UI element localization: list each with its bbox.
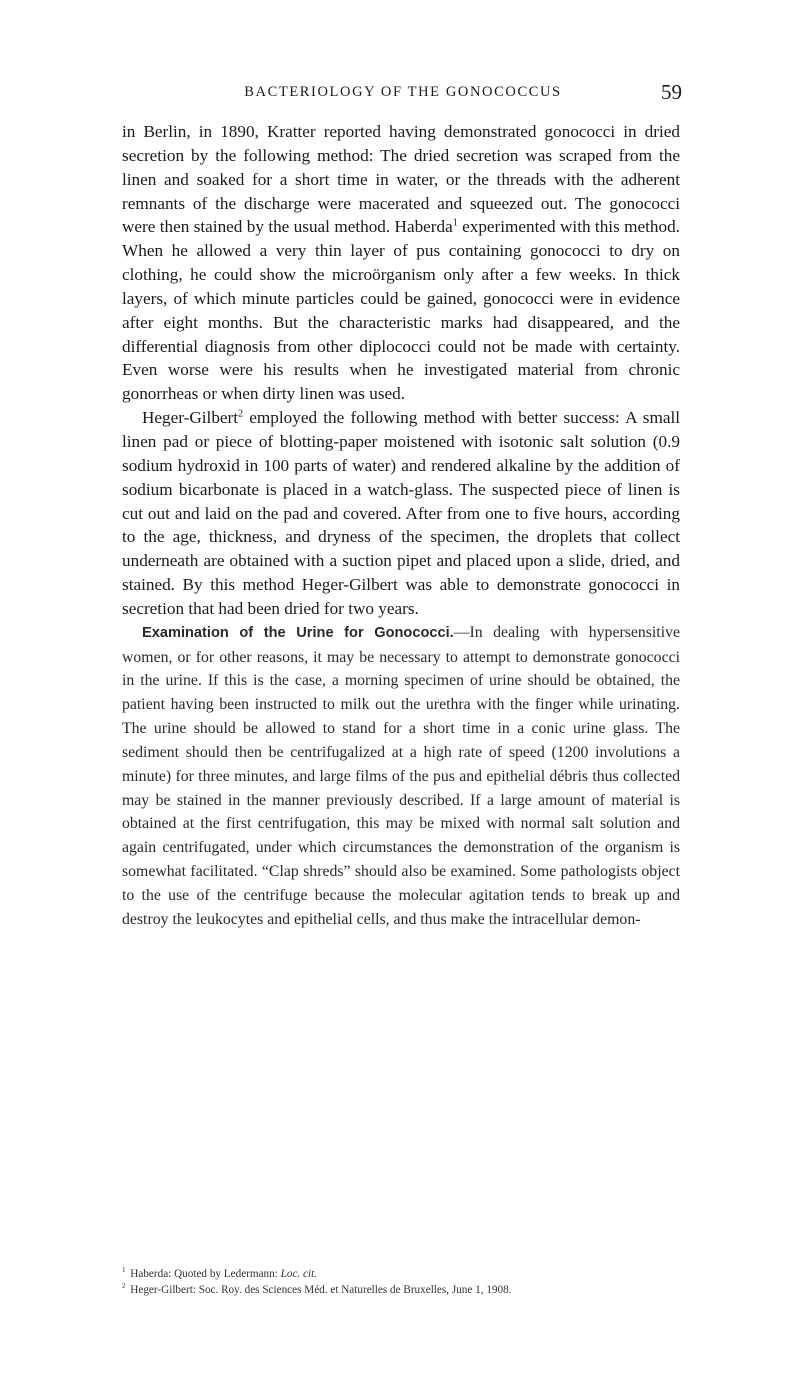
paragraph-text: —In dealing with hypersensitive women, or for other reasons, it may be necessary to attempt to demonstrate gonococci in the urine. If this is the case, a morning specimen of urine should be obtained, the patient having been instructed to milk out the urethra with the finger while urinating. The urine should be allowed to stand for a short time in a conic urine glass. The sediment should then be centrifugalized at a high rate of speed (1200 involutions a minute) for three minutes, and large films of the pus and epithelial débris thus collected may be stained in the manner previously described. If a large amount of material is obtained at the first centrifugation, this may be mixed with normal salt solution and again centrifugated, under which circumstances the demonstration of the organism is somewhat facilitated. “Clap shreds” should also be examined. Some pathologists object to the use of the centrifuge because the molecular agitation tends to break up and destroy the leukocytes and epithelial cells, and thus make the intracellular demon-: [122, 623, 680, 928]
paragraph-text: employed the following method with better success: A small linen pad or piece of blotting-paper moistened with isotonic salt solution (0.9 sodium hydroxid in 100 parts of water) and rendered alkaline by the addition of sodium bicarbonate is placed in a watch-glass. The suspected piece of linen is cut out and laid on the pad and covered. After from one to five hours, according to the age, thickness, and dryness of the specimen, the droplets that collect underneath are obtained with a suction pipet and placed upon a slide, dried, and stained. By this method Heger-Gilbert was able to demonstrate gonococci in secretion that had been dried for two years.: [122, 408, 680, 618]
footnotes: [122, 1266, 682, 1298]
footnote-2: [122, 1282, 682, 1298]
page-number: 59: [661, 80, 682, 104]
running-title: BACTERIOLOGY OF THE GONOCOCCUS: [244, 84, 562, 100]
paragraph-text: experimented with this method. When he allowed a very thin layer of pus containing gonococci to dry on clothing, he could show the microörganism only after a few weeks. In thick layers, of which minute particles could be gained, gonococci were in evidence after eight months. But the characteristic marks had disappeared, and the differential diagnosis from other diplococci could not be made with certainty. Even worse were his results when he investigated material from chronic gonorrheas or when dirty linen was used.: [122, 217, 680, 404]
running-head: [124, 80, 682, 108]
footnote-mark: 1: [122, 1266, 126, 1275]
footnote-mark: 2: [122, 1282, 126, 1291]
footnote-citation: Loc. cit.: [280, 1268, 318, 1280]
footnote-1: [122, 1266, 682, 1282]
paragraph-urine-examination: [122, 621, 680, 932]
paragraph-text: in Berlin, in 1890, Kratter reported having demonstrated gonococci in dried secretion by the following method: The dried secretion was scraped from the linen and soaked for a short time in water, or the threads with the adherent remnants of the discharge were macerated and squeezed out. The gonococci were then stained by the usual method. Haberda: [122, 122, 680, 237]
paragraph-text: Heger-Gilbert: [142, 408, 239, 428]
footnote-ref-1: 1: [452, 217, 458, 229]
footnote-text: Heger-Gilbert: Soc. Roy. des Sciences Méd. et Naturelles de Bruxelles, June 1, 1908.: [127, 1284, 512, 1296]
paragraph-heger-gilbert: [122, 406, 680, 621]
section-heading: Examination of the Urine for Gonococci.: [142, 624, 454, 641]
paragraph-kratter-haberda: [122, 120, 680, 406]
body-text: [122, 120, 680, 932]
footnote-ref-2: 2: [238, 408, 244, 420]
footnote-text: Haberda: Quoted by Ledermann:: [127, 1268, 281, 1280]
